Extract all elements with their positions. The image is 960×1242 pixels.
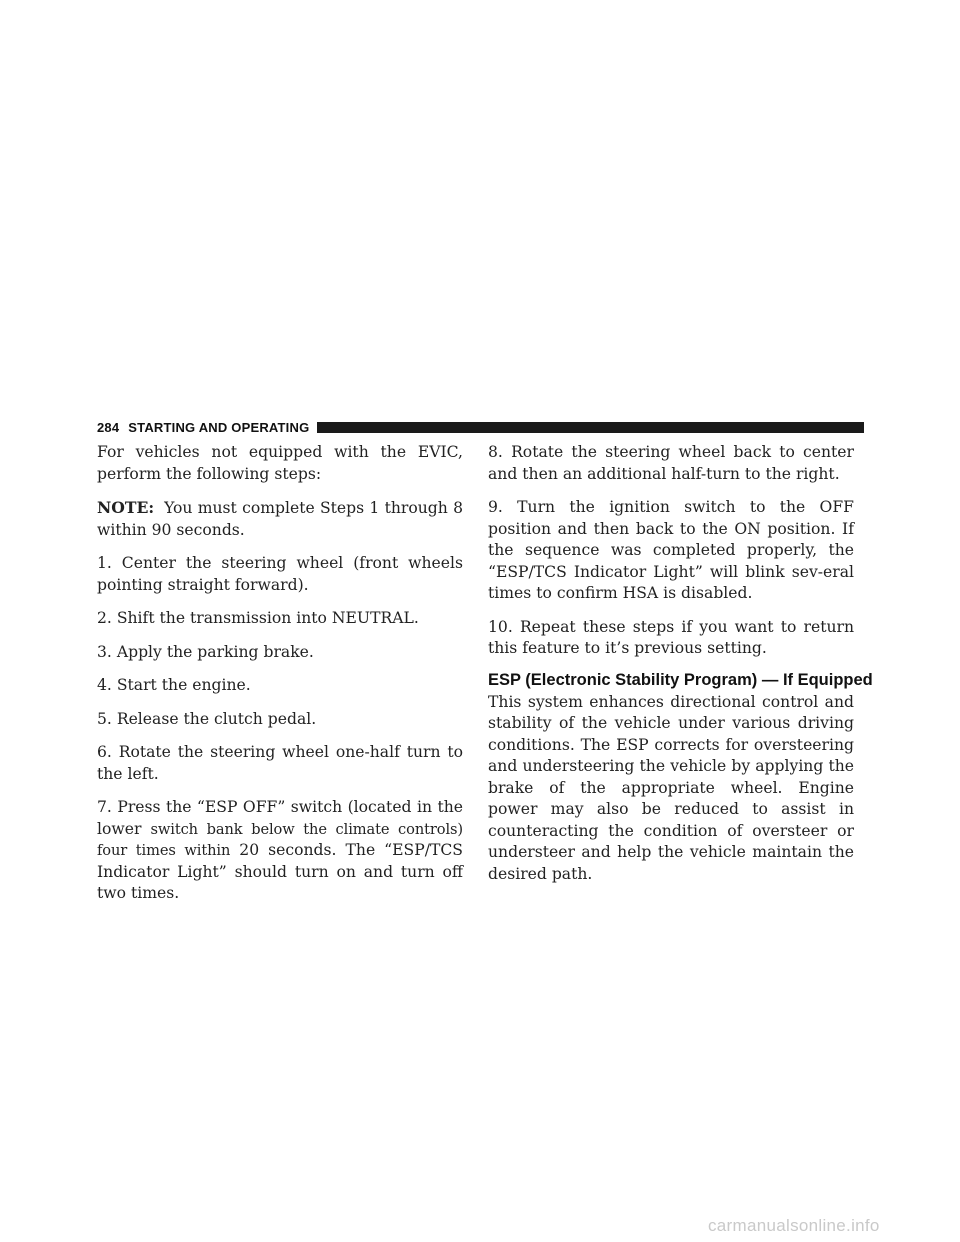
step-6: 6. Rotate the steering wheel one-half turn to the left. [97, 743, 463, 783]
header-rule [317, 422, 864, 433]
step-3: 3. Apply the parking brake. [97, 642, 314, 661]
esp-heading: ESP (Electronic Stability Program) — If Equipped [488, 670, 873, 689]
section-title: STARTING AND OPERATING [128, 419, 310, 435]
note-label: NOTE: [97, 498, 155, 517]
note-text: You must complete Steps 1 through 8 within 90 seconds. [97, 499, 463, 539]
page-number: 284 [97, 419, 120, 435]
step-7-line-2: switch bank below the climate controls) four times within [97, 820, 463, 859]
note-paragraph [97, 497, 463, 541]
esp-body: This system enhances directional control and stability of the vehicle under various driving conditions. The ESP corrects for oversteering and understeering the vehicle by applying the brake of the appropriate wheel. Engine power may also be reduced to assist in counteracting the condition of oversteer or understeer and help the vehicle maintain the desired path. [488, 692, 854, 883]
step-8: 8. Rotate the steering wheel back to center and then an additional half-turn to the right. [488, 443, 854, 483]
step-10: 10. Repeat these steps if you want to return this feature to it’s previous setting. [488, 617, 854, 657]
intro-paragraph: For vehicles not equipped with the EVIC, perform the following steps: [97, 443, 463, 483]
watermark: carmanualsonline.info [708, 1216, 880, 1235]
right-column [488, 442, 873, 897]
step-7-line-1: 7. Press the “ESP OFF” switch (located in the lower [97, 798, 463, 838]
step-5: 5. Release the clutch pedal. [97, 709, 317, 728]
step-7 [97, 797, 463, 905]
step-9: 9. Turn the ignition switch to the OFF position and then back to the ON position. If the sequence was completed properly, the “ESP/TCS Indicator Light” will blink sev-eral times to confirm HSA is disabled. [488, 498, 854, 602]
step-2: 2. Shift the transmission into NEUTRAL. [97, 609, 419, 627]
page-header [97, 420, 864, 434]
step-1: 1. Center the steering wheel (front wheels pointing straight forward). [97, 554, 463, 594]
left-column [97, 442, 463, 917]
step-4: 4. Start the engine. [97, 676, 251, 694]
step-7-line-3: 20 seconds. The “ESP/TCS Indicator Light” should turn on and turn off two times. [97, 841, 463, 902]
